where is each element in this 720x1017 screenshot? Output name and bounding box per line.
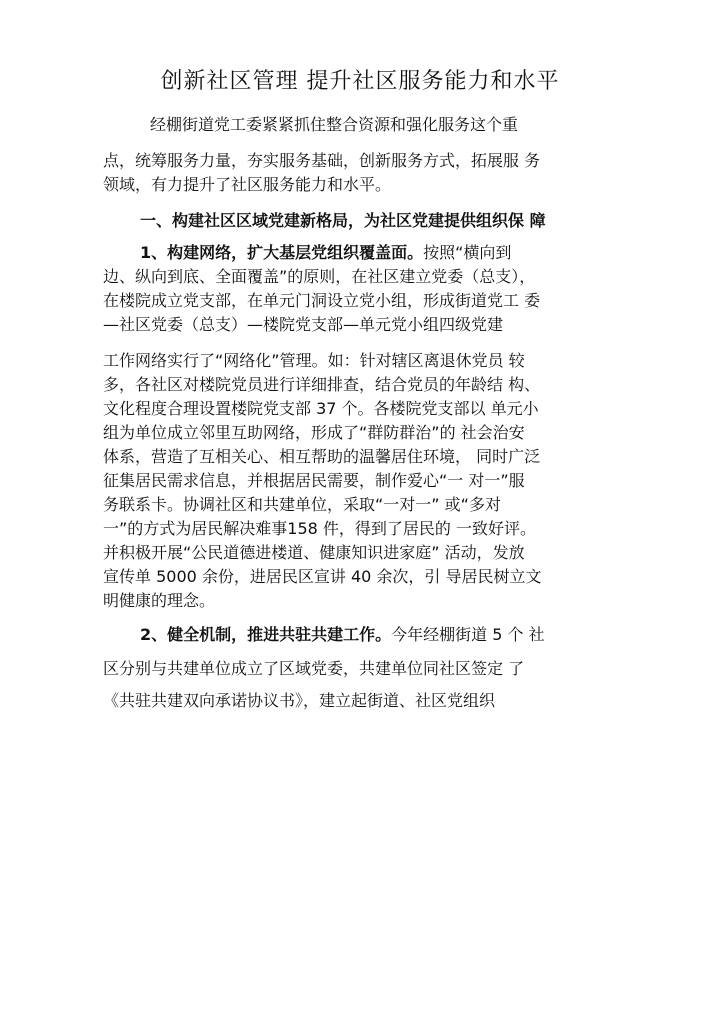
item1-line-4: 工作网络实行了“网络化”管理。如：针对辖区离退休党员 较 bbox=[103, 351, 525, 370]
intro-line-2: 点，统筹服务力量，夯实服务基础，创新服务方式，拓展服 务 bbox=[103, 151, 541, 170]
item2-first-line bbox=[140, 624, 620, 646]
item2-line-1: 区分别与共建单位成立了区域党委，共建单位同社区签定 了 bbox=[103, 659, 525, 678]
item1-line-12: 并积极开展“公民道德进楼道、健康知识进家庭” 活动，发放 bbox=[103, 543, 525, 562]
item1-first-line bbox=[140, 242, 620, 264]
document-title: 创新社区管理 提升社区服务能力和水平 bbox=[160, 69, 560, 94]
item1-line-7: 组为单位成立邻里互助网络，形成了“群防群治”的 社会治安 bbox=[103, 423, 525, 442]
intro-line-3: 领域，有力提升了社区服务能力和水平。 bbox=[103, 175, 392, 194]
item1-heading: 1、构建网络，扩大基层党组织覆盖面。 bbox=[140, 243, 424, 262]
item1-line-8: 体系，营造了互相关心、相互帮助的温馨居住环境， 同时广泛 bbox=[103, 447, 541, 466]
item1-line-10: 务联系卡。协调社区和共建单位，采取“一对一” 或“多对 bbox=[103, 495, 501, 514]
item2-line-2: 《共驻共建双向承诺协议书》，建立起街道、社区党组织 bbox=[103, 691, 496, 710]
item1-line-5: 多，各社区对楼院党员进行详细排查，结合党员的年龄结 构、 bbox=[103, 375, 541, 394]
intro-line-1: 经棚街道党工委紧紧抓住整合资源和强化服务这个重 bbox=[150, 115, 519, 134]
item1-line-0: 按照“横向到 bbox=[423, 243, 512, 262]
item2-heading: 2、健全机制，推进共驻共建工作。 bbox=[140, 625, 392, 644]
item1-line-6: 文化程度合理设置楼院党支部 37 个。各楼院党支部以 单元小 bbox=[103, 399, 539, 418]
item1-line-13: 宣传单 5000 余份，进居民区宣讲 40 余次，引 导居民树立文 bbox=[103, 567, 542, 586]
item1-line-1: 边、纵向到底、全面覆盖”的原则，在社区建立党委（总支）， bbox=[103, 267, 536, 286]
item1-line-2: 在楼院成立党支部，在单元门洞设立党小组，形成街道党工 委 bbox=[103, 291, 541, 310]
item1-line-3: —社区党委（总支）—楼院党支部—单元党小组四级党建 bbox=[103, 315, 504, 334]
item1-line-11: 一”的方式为居民解决难事158 件，得到了居民的 一致好评。 bbox=[103, 519, 537, 538]
item1-line-14: 明健康的理念。 bbox=[103, 591, 216, 610]
section-heading-1: 一、构建社区区域党建新格局，为社区党建提供组织保 障 bbox=[140, 211, 546, 230]
item1-line-9: 征集居民需求信息，并根据居民需要，制作爱心“一 对一”服 bbox=[103, 471, 525, 490]
item2-line-0: 今年经棚街道 5 个 社 bbox=[391, 625, 545, 644]
